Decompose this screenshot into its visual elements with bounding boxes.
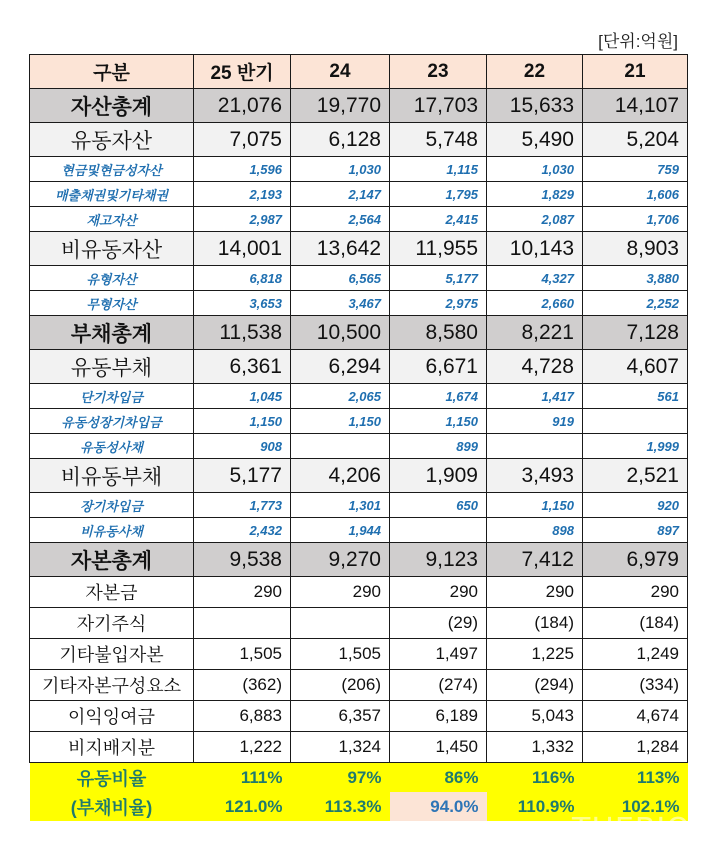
table-row [30, 409, 688, 434]
ratio-label: 유동비율 [30, 763, 194, 793]
value-cell: 7,128 [583, 316, 688, 350]
table-row [30, 639, 688, 670]
row-label: 부채총계 [30, 316, 194, 350]
table-row [30, 232, 688, 266]
row-label: 자본금 [30, 577, 194, 608]
value-cell: 3,493 [487, 459, 583, 493]
value-cell: 6,671 [390, 350, 487, 384]
value-cell: 290 [583, 577, 688, 608]
table-row [30, 493, 688, 518]
value-cell: 4,607 [583, 350, 688, 384]
value-cell: 4,206 [291, 459, 390, 493]
value-cell: 1,944 [291, 518, 390, 543]
value-cell: 290 [194, 577, 291, 608]
ratio-value: 116% [487, 763, 583, 793]
ratio-label: (부채비율) [30, 792, 194, 821]
value-cell: 908 [194, 434, 291, 459]
value-cell [291, 434, 390, 459]
value-cell: (334) [583, 670, 688, 701]
header-period: 25 반기 [194, 55, 291, 89]
value-cell: 14,001 [194, 232, 291, 266]
value-cell: 2,193 [194, 182, 291, 207]
row-label: 장기차입금 [30, 493, 194, 518]
value-cell: 2,987 [194, 207, 291, 232]
value-cell: 8,580 [390, 316, 487, 350]
ratio-row [30, 763, 688, 793]
ratio-value: 86% [390, 763, 487, 793]
value-cell [291, 608, 390, 639]
value-cell: 9,270 [291, 543, 390, 577]
row-label: 현금및현금성자산 [30, 157, 194, 182]
value-cell: 6,361 [194, 350, 291, 384]
value-cell: 897 [583, 518, 688, 543]
row-label: 자본총계 [30, 543, 194, 577]
unit-label: [단위:억원] [598, 32, 678, 51]
value-cell: 1,030 [487, 157, 583, 182]
ratio-value: 113% [583, 763, 688, 793]
row-label: 비유동사채 [30, 518, 194, 543]
value-cell: 1,150 [390, 409, 487, 434]
value-cell [390, 518, 487, 543]
value-cell: 11,955 [390, 232, 487, 266]
value-cell: 5,490 [487, 123, 583, 157]
value-cell: (274) [390, 670, 487, 701]
value-cell: (294) [487, 670, 583, 701]
table-row [30, 518, 688, 543]
value-cell: 1,706 [583, 207, 688, 232]
value-cell: 6,357 [291, 701, 390, 732]
value-cell: 1,674 [390, 384, 487, 409]
row-label: 비지배지분 [30, 732, 194, 763]
header-period: 21 [583, 55, 688, 89]
value-cell: 5,177 [194, 459, 291, 493]
value-cell: 1,417 [487, 384, 583, 409]
header-row [30, 55, 688, 89]
value-cell: (184) [487, 608, 583, 639]
table-row [30, 577, 688, 608]
value-cell: 2,415 [390, 207, 487, 232]
value-cell: 1,045 [194, 384, 291, 409]
row-label: 비유동부채 [30, 459, 194, 493]
value-cell: 898 [487, 518, 583, 543]
table-row [30, 434, 688, 459]
value-cell: 1,999 [583, 434, 688, 459]
value-cell: 1,795 [390, 182, 487, 207]
table-row [30, 291, 688, 316]
value-cell: 1,030 [291, 157, 390, 182]
row-label: 유동부채 [30, 350, 194, 384]
ratio-value: 121.0% [194, 792, 291, 821]
value-cell: 3,880 [583, 266, 688, 291]
value-cell: 561 [583, 384, 688, 409]
value-cell: 21,076 [194, 89, 291, 123]
table-row [30, 384, 688, 409]
value-cell: 1,606 [583, 182, 688, 207]
value-cell: 920 [583, 493, 688, 518]
value-cell: 7,412 [487, 543, 583, 577]
row-label: 유동자산 [30, 123, 194, 157]
header-period: 22 [487, 55, 583, 89]
value-cell: 2,660 [487, 291, 583, 316]
value-cell: (29) [390, 608, 487, 639]
value-cell: 1,596 [194, 157, 291, 182]
value-cell: 1,505 [291, 639, 390, 670]
value-cell: 14,107 [583, 89, 688, 123]
header-period: 24 [291, 55, 390, 89]
value-cell: 1,150 [487, 493, 583, 518]
value-cell: 1,225 [487, 639, 583, 670]
value-cell: 290 [390, 577, 487, 608]
table-row [30, 732, 688, 763]
row-label: 재고자산 [30, 207, 194, 232]
value-cell: 7,075 [194, 123, 291, 157]
row-label: 이익잉여금 [30, 701, 194, 732]
value-cell: 6,189 [390, 701, 487, 732]
value-cell: 5,177 [390, 266, 487, 291]
value-cell: 6,883 [194, 701, 291, 732]
value-cell: 2,521 [583, 459, 688, 493]
table-row [30, 266, 688, 291]
header-label: 구분 [30, 55, 194, 89]
value-cell: 1,829 [487, 182, 583, 207]
table-row [30, 123, 688, 157]
value-cell: 1,332 [487, 732, 583, 763]
value-cell: 2,087 [487, 207, 583, 232]
row-label: 단기차입금 [30, 384, 194, 409]
value-cell [487, 434, 583, 459]
value-cell: 10,500 [291, 316, 390, 350]
value-cell: 1,249 [583, 639, 688, 670]
table-row [30, 608, 688, 639]
table-row [30, 207, 688, 232]
value-cell: 5,043 [487, 701, 583, 732]
value-cell: 15,633 [487, 89, 583, 123]
ratio-value: 111% [194, 763, 291, 793]
value-cell: 5,748 [390, 123, 487, 157]
table-row [30, 316, 688, 350]
value-cell: 290 [487, 577, 583, 608]
value-cell: 1,450 [390, 732, 487, 763]
ratio-value: 102.1% [583, 792, 688, 821]
value-cell: 9,538 [194, 543, 291, 577]
value-cell: 6,128 [291, 123, 390, 157]
row-label: 무형자산 [30, 291, 194, 316]
value-cell: 6,818 [194, 266, 291, 291]
value-cell: 1,909 [390, 459, 487, 493]
row-label: 매출채권및기타채권 [30, 182, 194, 207]
value-cell: 8,903 [583, 232, 688, 266]
ratio-value: 110.9% [487, 792, 583, 821]
table-row [30, 89, 688, 123]
row-label: 기타불입자본 [30, 639, 194, 670]
table-row [30, 543, 688, 577]
value-cell: 6,979 [583, 543, 688, 577]
value-cell: 10,143 [487, 232, 583, 266]
value-cell: 2,975 [390, 291, 487, 316]
value-cell: 6,294 [291, 350, 390, 384]
value-cell: 1,301 [291, 493, 390, 518]
table-row [30, 701, 688, 732]
value-cell: (184) [583, 608, 688, 639]
watermark: THEBIO [572, 812, 691, 847]
value-cell: 919 [487, 409, 583, 434]
value-cell: (362) [194, 670, 291, 701]
value-cell: 2,147 [291, 182, 390, 207]
table-row [30, 350, 688, 384]
value-cell [194, 608, 291, 639]
value-cell: 1,115 [390, 157, 487, 182]
value-cell: 899 [390, 434, 487, 459]
row-label: 유동성사채 [30, 434, 194, 459]
table-row [30, 459, 688, 493]
value-cell: 1,284 [583, 732, 688, 763]
value-cell: 19,770 [291, 89, 390, 123]
value-cell: 13,642 [291, 232, 390, 266]
value-cell: 1,222 [194, 732, 291, 763]
value-cell: 9,123 [390, 543, 487, 577]
value-cell: 8,221 [487, 316, 583, 350]
value-cell: 2,065 [291, 384, 390, 409]
value-cell [583, 409, 688, 434]
value-cell: 3,653 [194, 291, 291, 316]
value-cell: 4,327 [487, 266, 583, 291]
value-cell: 5,204 [583, 123, 688, 157]
value-cell: 1,150 [194, 409, 291, 434]
value-cell: 17,703 [390, 89, 487, 123]
value-cell: 2,252 [583, 291, 688, 316]
value-cell: 4,674 [583, 701, 688, 732]
row-label: 자산총계 [30, 89, 194, 123]
ratio-row [30, 792, 688, 821]
ratio-value: 94.0% [390, 792, 487, 821]
value-cell: 759 [583, 157, 688, 182]
header-period: 23 [390, 55, 487, 89]
value-cell: 6,565 [291, 266, 390, 291]
row-label: 유동성장기차입금 [30, 409, 194, 434]
value-cell: (206) [291, 670, 390, 701]
balance-sheet-table [29, 54, 688, 821]
value-cell: 1,324 [291, 732, 390, 763]
row-label: 비유동자산 [30, 232, 194, 266]
row-label: 자기주식 [30, 608, 194, 639]
value-cell: 3,467 [291, 291, 390, 316]
value-cell: 1,773 [194, 493, 291, 518]
value-cell: 1,505 [194, 639, 291, 670]
value-cell: 2,564 [291, 207, 390, 232]
row-label: 유형자산 [30, 266, 194, 291]
value-cell: 650 [390, 493, 487, 518]
value-cell: 1,497 [390, 639, 487, 670]
value-cell: 4,728 [487, 350, 583, 384]
table-row [30, 670, 688, 701]
value-cell: 11,538 [194, 316, 291, 350]
table-row [30, 157, 688, 182]
row-label: 기타자본구성요소 [30, 670, 194, 701]
value-cell: 2,432 [194, 518, 291, 543]
table-row [30, 182, 688, 207]
value-cell: 1,150 [291, 409, 390, 434]
ratio-value: 97% [291, 763, 390, 793]
value-cell: 290 [291, 577, 390, 608]
ratio-value: 113.3% [291, 792, 390, 821]
